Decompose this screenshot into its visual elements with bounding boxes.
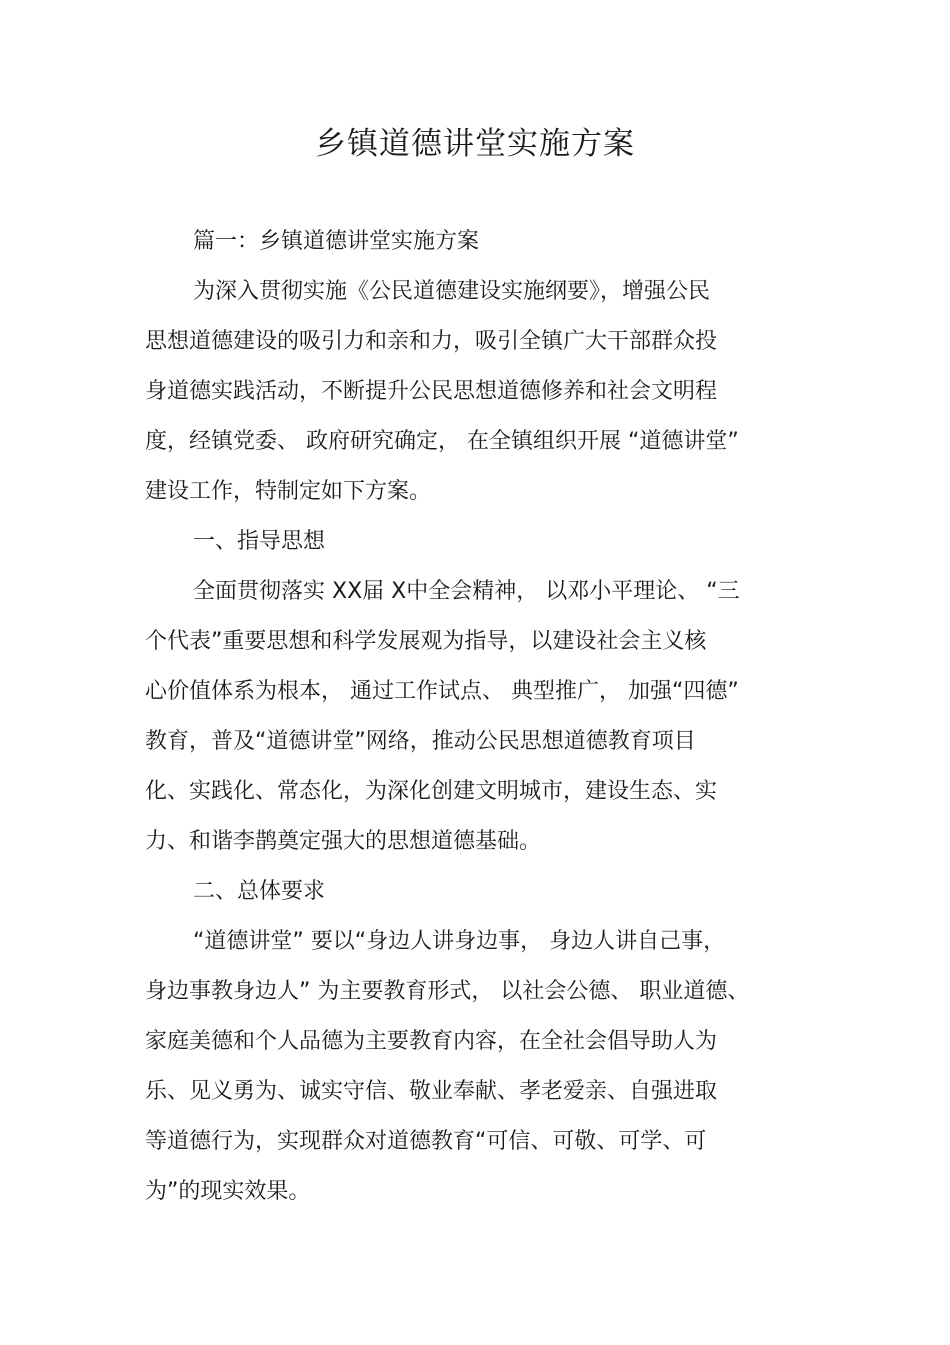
paragraph-line: 身道德实践活动，不断提升公民思想道德修养和社会文明程 [145, 379, 718, 404]
paragraph-line: 力、和谐李鹊奠定强大的思想道德基础。 [145, 829, 542, 854]
section-heading: 一、指导思想 [193, 529, 326, 554]
paragraph-line: 为”的现实效果。 [145, 1179, 311, 1204]
paragraph-line: “道德讲堂” 要以“身边人讲身边事， 身边人讲自己事， [193, 929, 726, 954]
paragraph-line: 化、实践化、常态化，为深化创建文明城市，建设生态、实 [145, 779, 718, 804]
paragraph-line: 度，经镇党委、 政府研究确定， 在全镇组织开展 “道德讲堂” [145, 429, 739, 454]
paragraph-line: 全面贯彻落实 XX届 X中全会精神， 以邓小平理论、 “三 [193, 579, 740, 604]
paragraph-line: 心价值体系为根本， 通过工作试点、 典型推广， 加强“四德” [145, 679, 739, 704]
paragraph-line: 身边事教身边人” 为主要教育形式， 以社会公德、 职业道德、 [145, 979, 750, 1004]
paragraph-line: 等道德行为，实现群众对道德教育“可信、可敬、可学、可 [145, 1129, 707, 1154]
paragraph-line: 为深入贯彻实施《公民道德建设实施纲要》，增强公民 [193, 279, 711, 304]
document-title: 乡镇道德讲堂实施方案 [315, 126, 635, 162]
section-heading: 篇一：乡镇道德讲堂实施方案 [193, 229, 480, 254]
paragraph-line: 乐、见义勇为、诚实守信、敬业奉献、孝老爱亲、自强进取 [145, 1079, 718, 1104]
paragraph-line: 教育，普及“道德讲堂”网络，推动公民思想道德教育项目 [145, 729, 696, 754]
paragraph-line: 建设工作，特制定如下方案。 [145, 479, 432, 504]
paragraph-line: 思想道德建设的吸引力和亲和力，吸引全镇广大干部群众投 [145, 329, 718, 354]
section-heading: 二、总体要求 [193, 879, 326, 904]
paragraph-line: 家庭美德和个人品德为主要教育内容，在全社会倡导助人为 [145, 1029, 718, 1054]
paragraph-line: 个代表”重要思想和科学发展观为指导，以建设社会主义核 [145, 629, 707, 654]
